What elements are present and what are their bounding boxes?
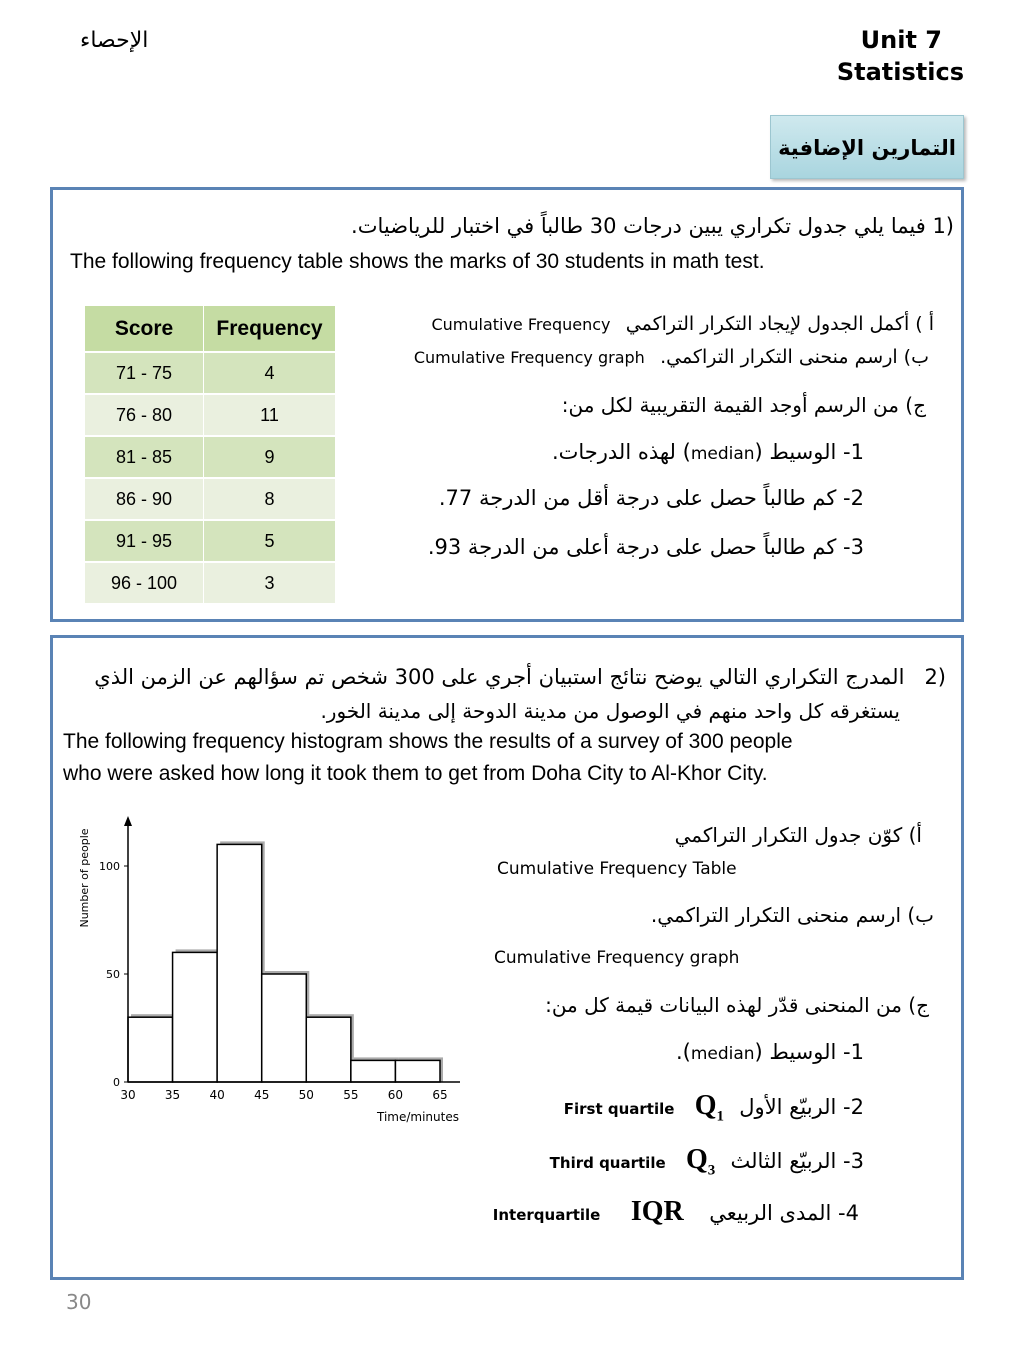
x-tick-label: 50 <box>298 1088 314 1102</box>
q1-symbol: $Q_1$ <box>694 1090 725 1125</box>
q3-symbol: $Q_3$ <box>685 1144 716 1179</box>
table-header-row <box>85 306 335 352</box>
q1-c3: 3- كم طالباً حصل على درجة أعلى من الدرجة 93. <box>427 535 864 559</box>
q1-part-c: ج) من الرسم أوجد القيمة التقريبية لكل من: <box>561 393 926 417</box>
table-row <box>85 520 335 562</box>
q2-c4: Interquartile IQR 4- المدى الربيعي <box>492 1196 859 1227</box>
frequency-header: Frequency <box>204 306 336 352</box>
table-row <box>85 478 335 520</box>
y-tick-label: 100 <box>99 860 120 873</box>
x-tick-label: 65 <box>432 1088 448 1102</box>
q1-c2: 2- كم طالباً حصل على درجة أقل من الدرجة 77. <box>438 486 864 510</box>
histogram-chart <box>60 810 480 1130</box>
score-cell: 76 - 80 <box>85 394 204 436</box>
x-tick-label: 40 <box>209 1088 225 1102</box>
q2-part-a-english: Cumulative Frequency Table <box>497 859 737 879</box>
frequency-cell: 5 <box>204 520 336 562</box>
y-axis-label: Number of people <box>78 828 91 928</box>
score-cell: 71 - 75 <box>85 352 204 394</box>
unit-label: Unit 7 <box>860 26 942 54</box>
subject-title: Statistics <box>836 58 964 86</box>
iqr-symbol: IQR <box>630 1196 684 1227</box>
q1-english-intro: The following frequency table shows the marks of 30 students in math test. <box>70 250 765 273</box>
arabic-unit-title: الإحصاء <box>80 28 149 53</box>
frequency-cell: 9 <box>204 436 336 478</box>
score-header: Score <box>85 306 204 352</box>
page-number: 30 <box>66 1290 92 1314</box>
score-cell: 86 - 90 <box>85 478 204 520</box>
frequency-cell: 3 <box>204 562 336 603</box>
x-tick-label: 35 <box>164 1088 181 1102</box>
frequency-table <box>85 306 335 603</box>
x-axis-label: Time/minutes <box>377 1110 459 1124</box>
table-row <box>85 394 335 436</box>
q1-part-a: Cumulative Frequency أ ) أكمل الجدول لإيجاد التكرار التراكمي <box>431 313 934 335</box>
x-tick-label: 45 <box>254 1088 270 1102</box>
q2-part-b-english: Cumulative Frequency graph <box>494 948 740 968</box>
q2-c1: 1- الوسيط (median). <box>675 1040 864 1064</box>
q1-c1: 1- الوسيط (median) لهذه الدرجات. <box>551 440 864 464</box>
frequency-cell: 11 <box>204 394 336 436</box>
q1-part-b: Cumulative Frequency graph ب) ارسم منحنى التكرار التراكمي. <box>413 346 929 368</box>
y-tick-label: 0 <box>113 1076 120 1089</box>
q2-part-c: ج) من المنحنى قدّر لهذه البيانات قيمة كل من: <box>545 993 929 1017</box>
score-cell: 96 - 100 <box>85 562 204 603</box>
histogram-bar <box>351 1060 396 1082</box>
frequency-cell: 8 <box>204 478 336 520</box>
q2-english-line2: who were asked how long it took them to get from Doha City to Al-Khor City. <box>63 762 768 785</box>
score-cell: 81 - 85 <box>85 436 204 478</box>
histogram-bar <box>173 952 218 1082</box>
table-row <box>85 562 335 603</box>
y-axis-arrow <box>124 816 132 826</box>
histogram-bar <box>128 1017 173 1082</box>
q2-part-a: أ) كوّن جدول التكرار التراكمي <box>674 823 922 847</box>
score-cell: 91 - 95 <box>85 520 204 562</box>
histogram-bar <box>217 844 262 1082</box>
q2-arabic-line1: المدرج التكراري التالي يوضح نتائج استبيان أجري على 300 شخص تم سؤالهم عن الزمن الذي 2) <box>94 665 946 689</box>
histogram-bar <box>306 1017 351 1082</box>
histogram-bar <box>262 974 307 1082</box>
q2-c2: First quartile $Q_1$ 2- الربيّع الأول <box>563 1090 864 1125</box>
table-row <box>85 352 335 394</box>
q2-part-b: ب) ارسم منحنى التكرار التراكمي. <box>650 903 934 927</box>
frequency-cell: 4 <box>204 352 336 394</box>
q1-arabic-intro: فيما يلي جدول تكراري يبين درجات 30 طالباً في اختبار للرياضيات. 1) <box>351 214 954 238</box>
y-tick-label: 50 <box>106 968 120 981</box>
x-tick-label: 60 <box>387 1088 404 1102</box>
x-tick-label: 55 <box>343 1088 359 1102</box>
extra-exercises-banner: التمارين الإضافية <box>770 115 964 179</box>
q2-english-line1: The following frequency histogram shows the results of a survey of 300 people <box>63 730 793 753</box>
table-row <box>85 436 335 478</box>
q2-c3: Third quartile $Q_3$ 3- الربيّع الثالث <box>549 1144 864 1179</box>
q2-arabic-line2: يستغرقه كل واحد منهم في الوصول من مدينة الدوحة إلى مدينة الخور. <box>320 699 900 723</box>
histogram-bar <box>395 1060 440 1082</box>
x-tick-label: 30 <box>120 1088 136 1102</box>
